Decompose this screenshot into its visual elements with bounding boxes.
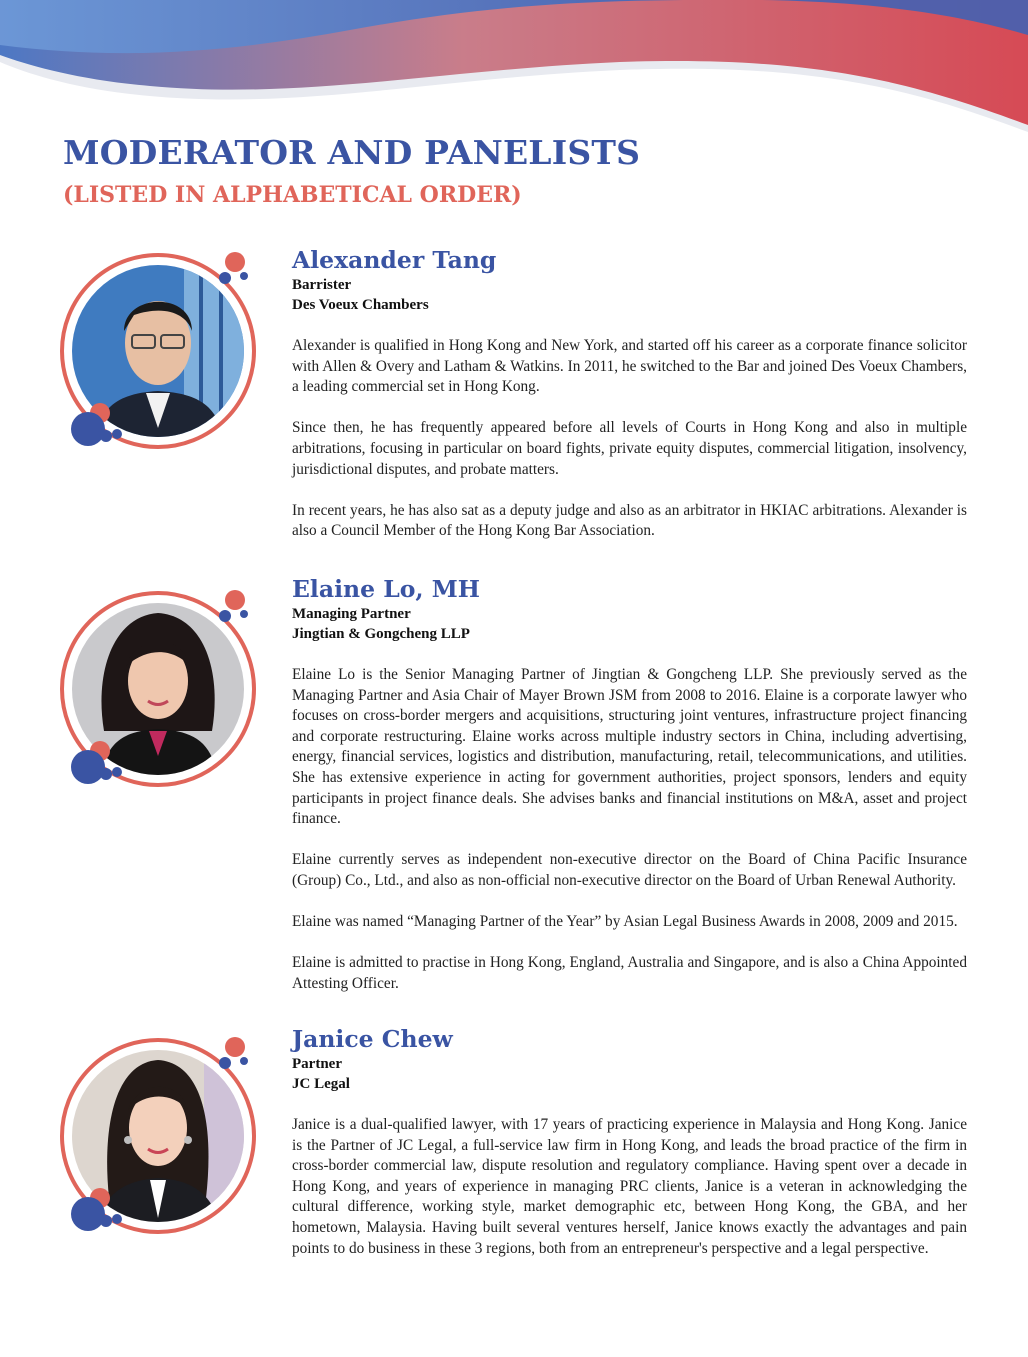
panelist-name: Elaine Lo, MH [292, 575, 480, 603]
panelist-photo [54, 1028, 264, 1238]
panelist-organization: JC Legal [292, 1076, 350, 1092]
panelist-bio-paragraph: Elaine was named “Managing Partner of the Year” by Asian Legal Business Awards in 2008, 2009 and 2015. [292, 913, 958, 931]
panelist-card [292, 245, 967, 542]
page-title: MODERATOR AND PANELISTS [63, 133, 641, 172]
panelist-photo [54, 581, 264, 791]
panelist-bio-paragraph: Elaine currently serves as independent non-executive director on the Board of China Pacific Insurance (Group) Co., Ltd., and also as non-official non-executive director on the Board of Urban Renewal Authority. [292, 851, 967, 889]
panelist-bio-paragraph: Since then, he has frequently appeared before all levels of Courts in Hong Kong and also in multiple arbitrations, focusing in particular on board fights, private equity disputes, commercial litigation, insolvency, jurisdictional disputes, and probate matters. [292, 419, 967, 478]
panelist-card [292, 1024, 967, 1259]
panelist-bio-paragraph: Alexander is qualified in Hong Kong and New York, and started off his career as a corporate finance solicitor with Allen & Overy and Latham & Watkins. In 2011, he switched to the Bar and joined Des Voeux Chambers, a leading commercial set in Hong Kong. [292, 337, 967, 396]
panelist-role: Partner [292, 1056, 342, 1072]
panelist-role: Barrister [292, 277, 352, 293]
panelist-bio-paragraph: Elaine Lo is the Senior Managing Partner of Jingtian & Gongcheng LLP. She previously served as the Managing Partner and Asia Chair of Mayer Brown JSM from 2008 to 2016. Elaine is a corporate lawyer who focuses on cross-border mergers and acquisitions, structuring joint ventures, infrastructure project financing and corporate restructuring. Elaine works across multiple industry sectors in China, including advertising, energy, financial services, logistics and distribution, manufacturing, retail, telecommunications, and utilities. She has extensive experience in acting for government authorities, project sponsors, lenders and equity participants in project finance deals. She advises banks and financial institutions on M&A, asset and project finance. [292, 666, 967, 828]
panelist-organization: Des Voeux Chambers [292, 297, 429, 313]
header-wave-banner [0, 0, 1028, 140]
panelist-organization: Jingtian & Gongcheng LLP [292, 626, 470, 642]
panelist-bio-paragraph: In recent years, he has also sat as a deputy judge and also as an arbitrator in HKIAC arbitrations. Alexander is also a Council Member of the Hong Kong Bar Association. [292, 501, 967, 540]
panelist-name: Janice Chew [292, 1025, 453, 1053]
panelist-name: Alexander Tang [292, 246, 497, 274]
panelist-bio-paragraph: Elaine is admitted to practise in Hong Kong, England, Australia and Singapore, and is also a China Appointed Attesting Officer. [292, 954, 967, 992]
panelist-card [292, 574, 967, 995]
panelist-photo [54, 243, 264, 453]
panelist-bio-paragraph: Janice is a dual-qualified lawyer, with 17 years of practicing experience in Malaysia and Hong Kong. Janice is the Partner of JC Legal, a full-service law firm in Hong Kong, and leads the broad practice of the firm in cross-border commercial law, dispute resolution and regulatory compliance. Having spent over a decade in Hong Kong, and years of experience in managing PRC clients, Janice is a veteran in acknowledging the cultural difference, working style, market demographic etc, between Hong Kong, the GBA, and her hometown, Malaysia. Having built several ventures herself, Janice knows exactly the advantages and pain points to do business in these 3 regions, both from an entrepreneur's perspective and a legal perspective. [292, 1116, 967, 1257]
page-subtitle: (LISTED IN ALPHABETICAL ORDER) [63, 182, 522, 208]
panelist-role: Managing Partner [292, 606, 411, 622]
